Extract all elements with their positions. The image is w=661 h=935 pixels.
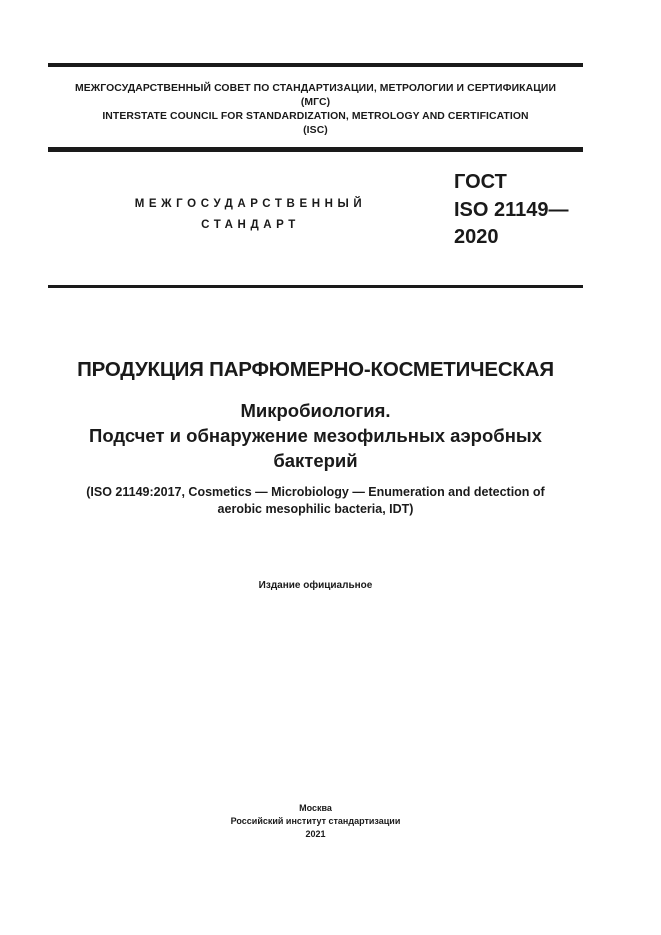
- council-abbr-en: (ISC): [303, 125, 328, 136]
- designation-line2: ISO 21149—: [454, 198, 569, 221]
- iso-reference-line1: (ISO 21149:2017, Cosmetics — Microbiology — Enumeration and detection of: [86, 485, 545, 499]
- middle-rule: [48, 147, 583, 152]
- document-subtitle: [48, 398, 583, 473]
- standard-type-line2: СТАНДАРТ: [201, 219, 300, 231]
- standard-type-label: [118, 194, 383, 236]
- imprint-year: 2021: [305, 829, 326, 839]
- imprint-publisher: Российский институт стандартизации: [230, 816, 401, 826]
- council-header: [48, 82, 583, 138]
- standard-designation: [454, 169, 569, 252]
- top-rule: [48, 63, 583, 67]
- imprint-city: Москва: [299, 803, 332, 813]
- subtitle-line1: Микробиология.: [240, 400, 391, 421]
- council-name-en: INTERSTATE COUNCIL FOR STANDARDIZATION, METROLOGY AND CERTIFICATION: [102, 111, 529, 122]
- council-abbr-ru: (МГС): [300, 97, 331, 108]
- subtitle-line3: бактерий: [273, 450, 358, 471]
- standard-type-line1: МЕЖГОСУДАРСТВЕННЫЙ: [134, 198, 367, 210]
- lower-rule: [48, 285, 583, 288]
- edition-note: Издание официальное: [258, 580, 373, 591]
- iso-reference: [48, 484, 583, 518]
- council-name-ru: МЕЖГОСУДАРСТВЕННЫЙ СОВЕТ ПО СТАНДАРТИЗАЦИИ, МЕТРОЛОГИИ И СЕРТИФИКАЦИИ: [74, 83, 557, 94]
- designation-line1: ГОСТ: [454, 171, 507, 193]
- iso-reference-line2: aerobic mesophilic bacteria, IDT): [217, 502, 414, 516]
- publisher-imprint: [48, 802, 583, 841]
- designation-line3: 2020: [454, 226, 499, 248]
- subtitle-line2: Подсчет и обнаружение мезофильных аэробных: [89, 425, 542, 446]
- document-main-title: ПРОДУКЦИЯ ПАРФЮМЕРНО-КОСМЕТИЧЕСКАЯ: [77, 358, 554, 381]
